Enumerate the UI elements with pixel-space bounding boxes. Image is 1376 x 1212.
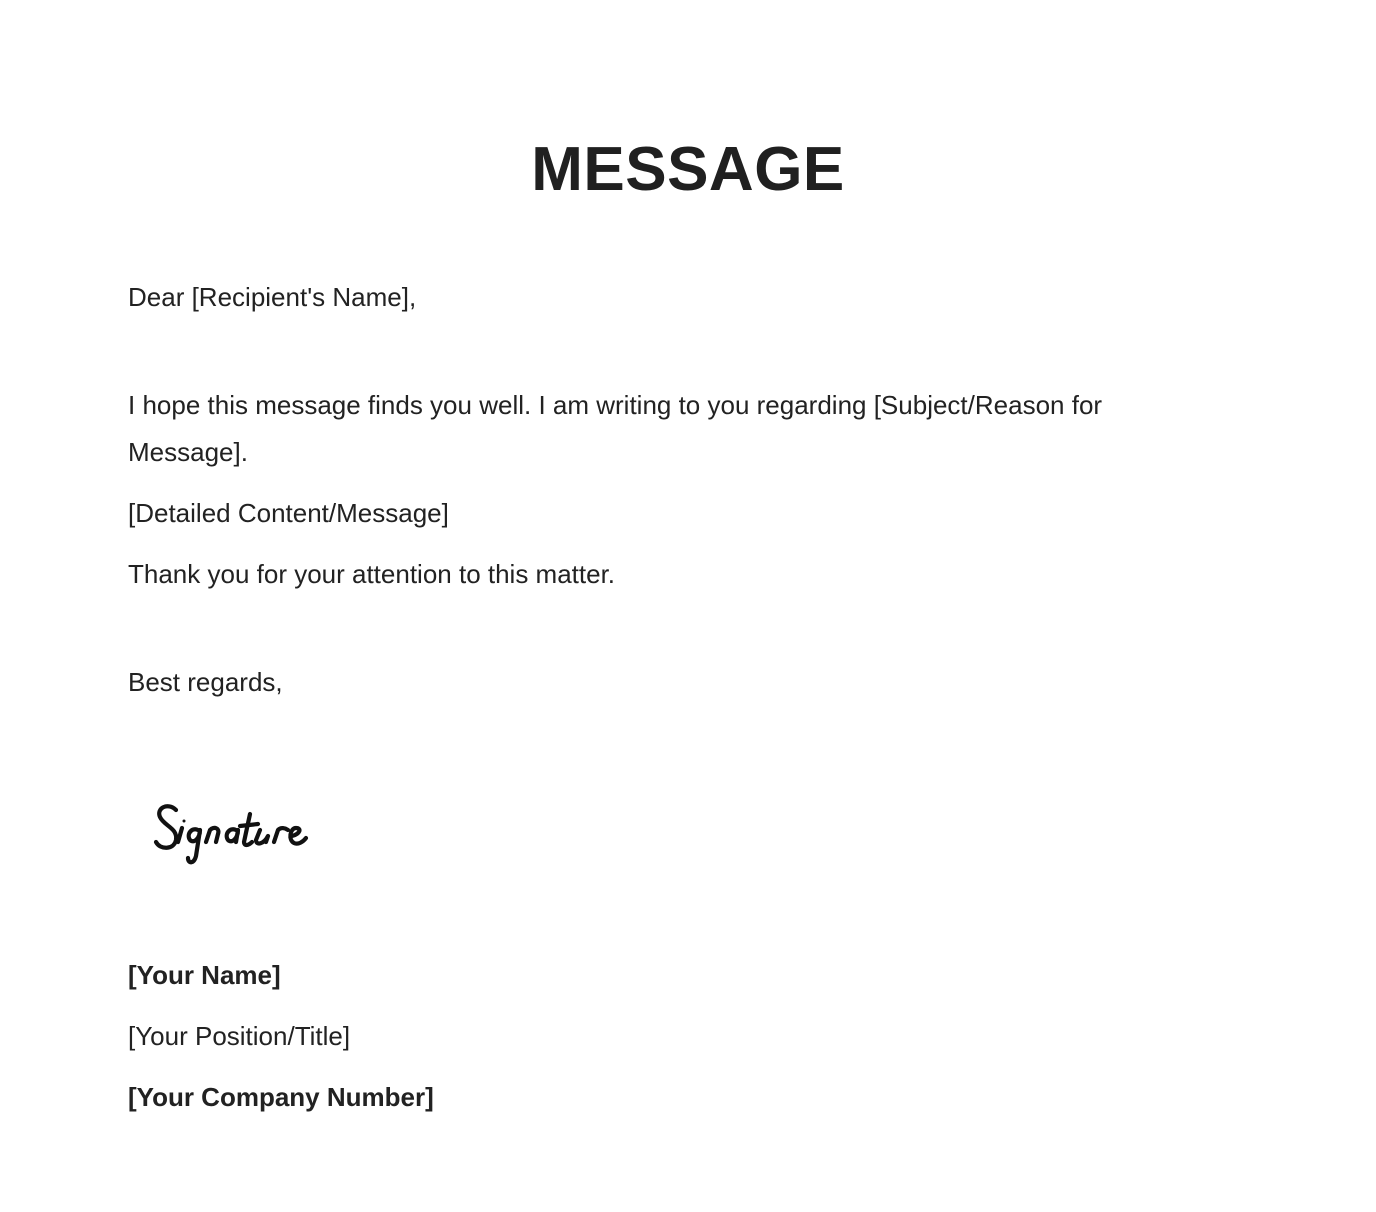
signature-image bbox=[150, 790, 350, 870]
page-title: MESSAGE bbox=[531, 135, 845, 204]
thanks-paragraph: Thank you for your attention to this matter. bbox=[128, 559, 616, 589]
sender-company: [Your Company Number] bbox=[128, 1082, 434, 1112]
salutation: Dear [Recipient's Name], bbox=[128, 282, 417, 312]
sender-name: [Your Name] bbox=[128, 960, 281, 990]
intro-paragraph: I hope this message finds you well. I am writing to you regarding [Subject/Reason for Message]. bbox=[128, 390, 1103, 467]
closing-line: Best regards, bbox=[128, 667, 283, 697]
detail-paragraph: [Detailed Content/Message] bbox=[128, 498, 449, 528]
sender-position: [Your Position/Title] bbox=[128, 1021, 351, 1051]
